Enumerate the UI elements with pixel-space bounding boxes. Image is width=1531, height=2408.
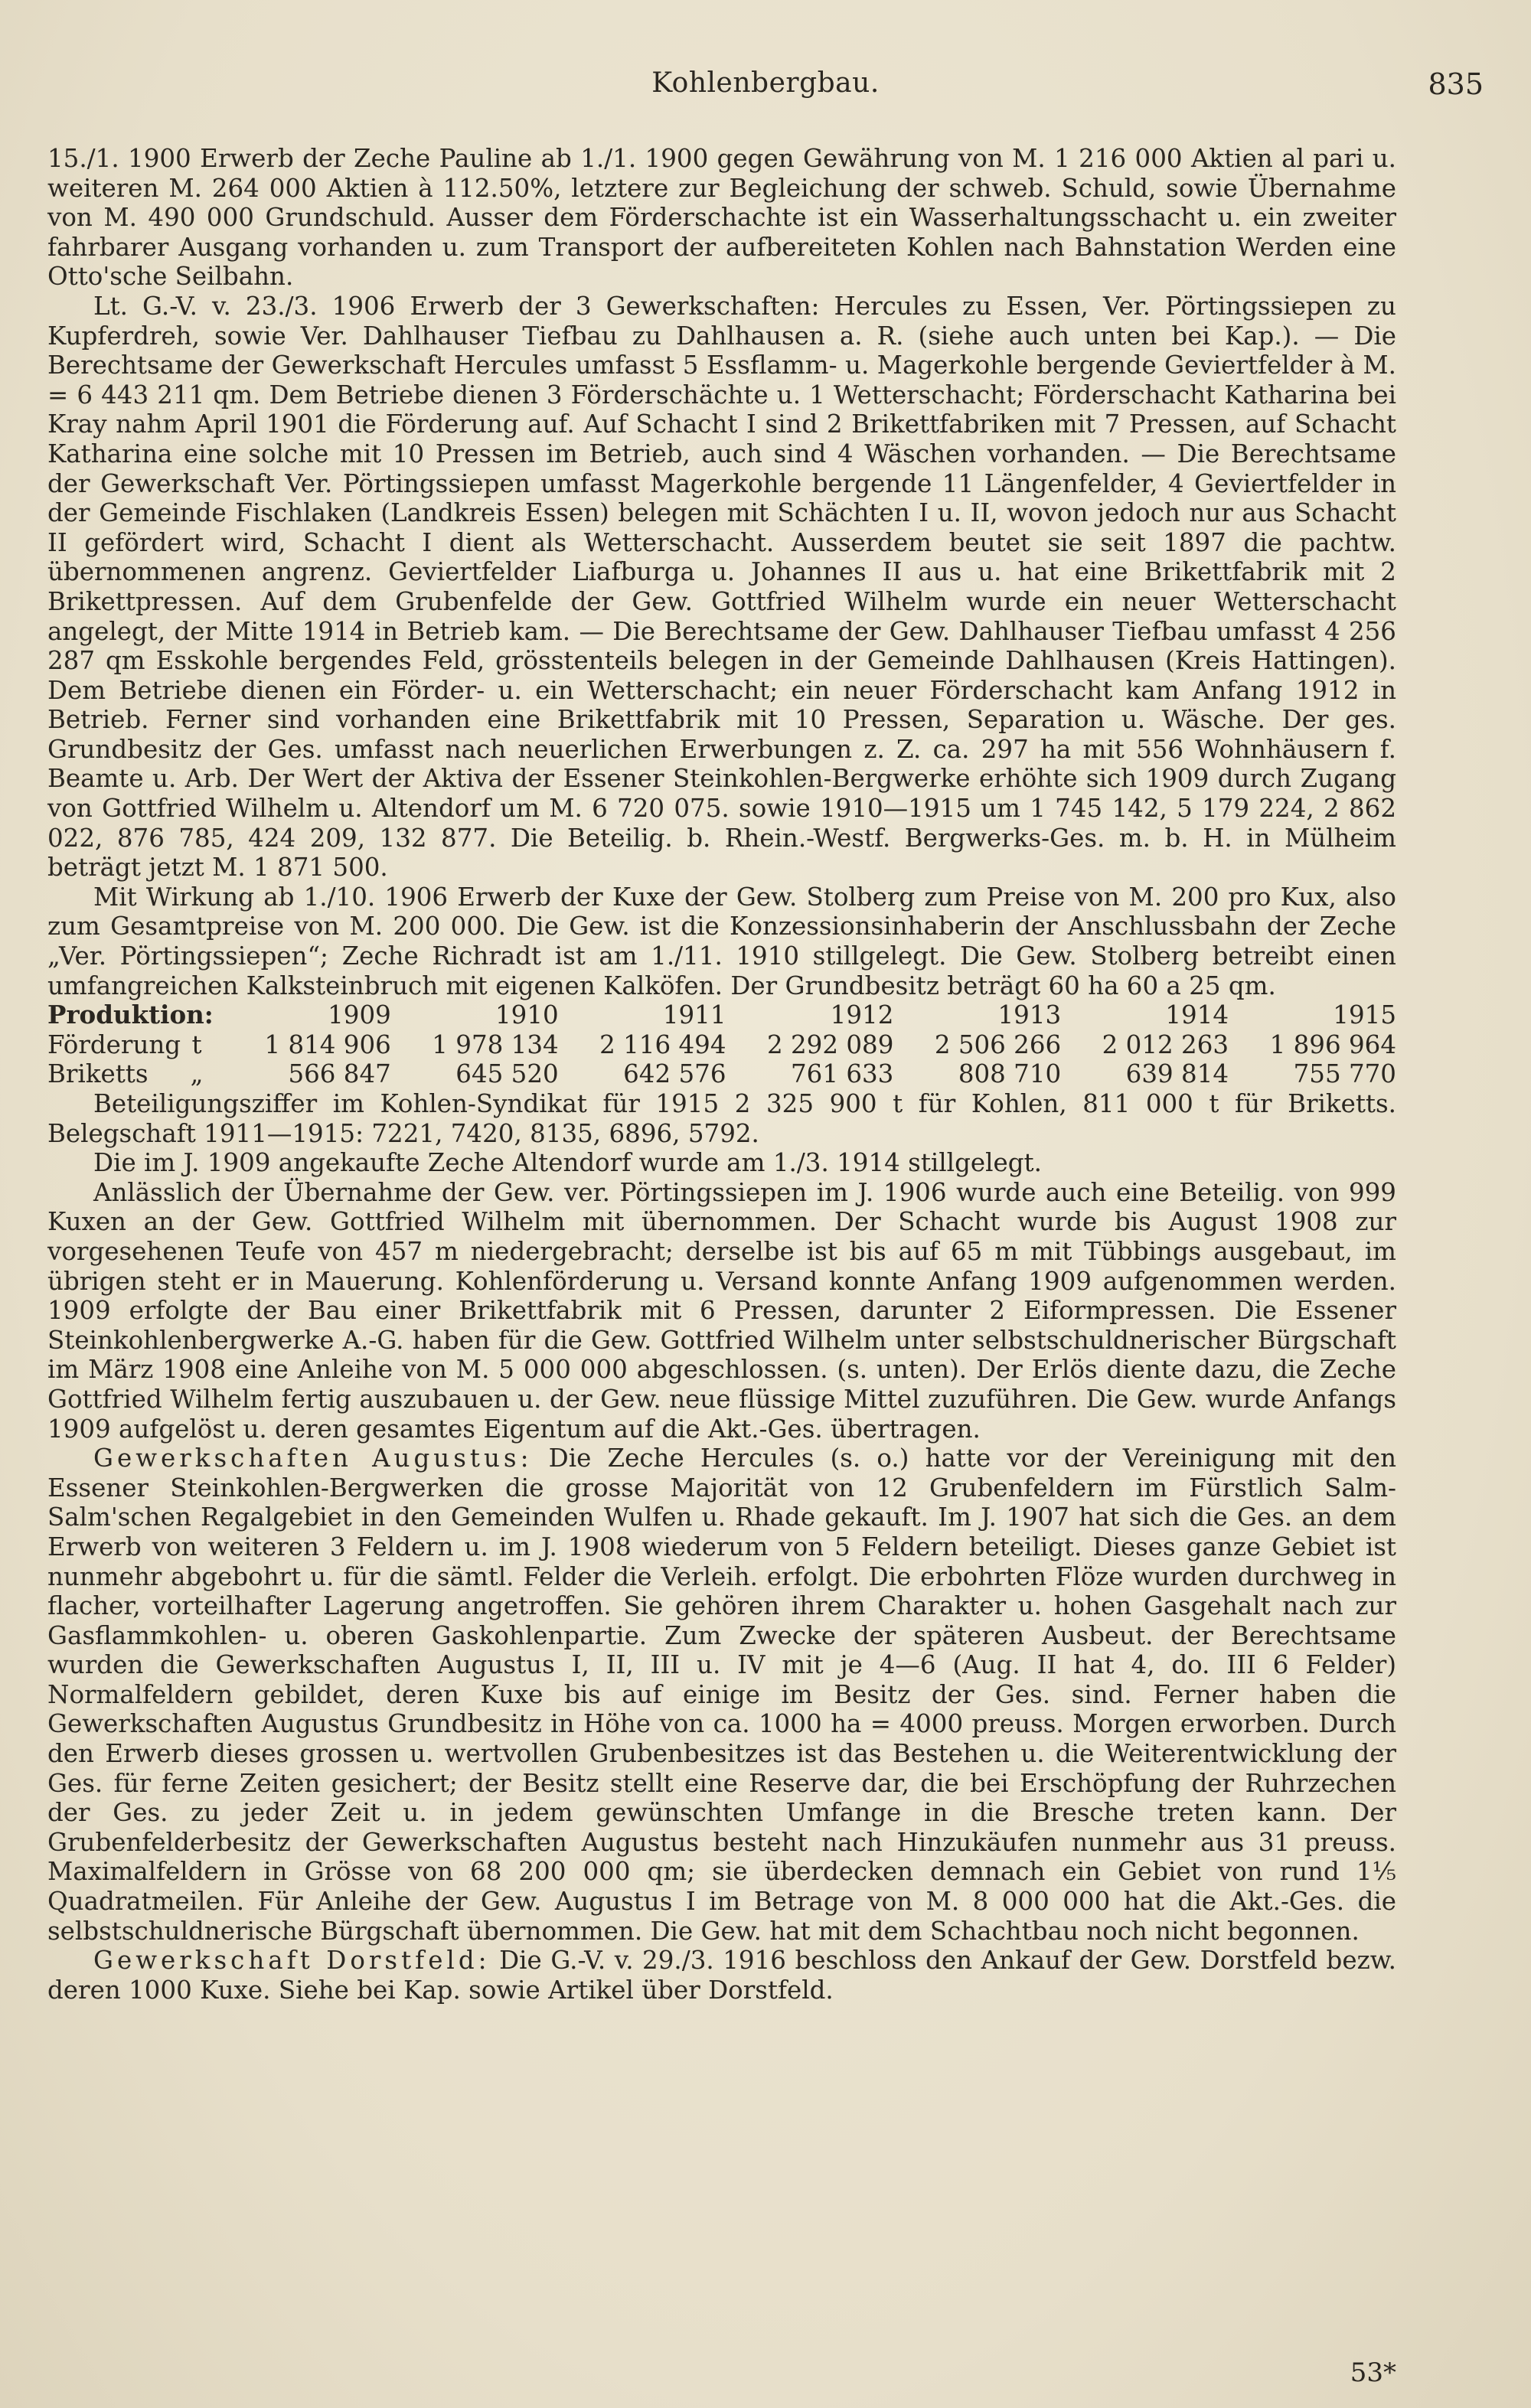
row-label: Förderung — [47, 1029, 181, 1059]
paragraph: Anlässlich der Übernahme der Gew. ver. Pörtingssiepen im J. 1906 wurde auch eine Beteilig. von 999 Kuxen an der Gew. Gottfried Wilhelm mit übernommen. Der Schacht wurde bis August 1908 zur vorgesehenen Teufe von 457 m niedergebracht; derselbe ist bis auf 65 m mit Tübbings ausgebaut, im übrigen steht er in Mauerung. Kohlenförderung u. Versand konnte Anfang 1909 aufgenommen werden. 1909 erfolgte der Bau einer Brikettfabrik mit 6 Pressen, darunter 2 Eiformpressen. Die Essener Steinkohlenbergwerke A.-G. haben für die Gew. Gottfried Wilhelm unter selbstschuldnerischer Bürgschaft im März 1908 eine Anleihe von M. 5 000 000 abgeschlossen. (s. unten). Der Erlös diente dazu, die Zeche Gottfried Wilhelm fertig auszubauen u. der Gew. neue flüssige Mittel zuzuführen. Die Gew. wurde Anfangs 1909 aufgelöst u. deren gesamtes Eigentum auf die Akt.-Ges. übertragen. — [47, 1177, 1396, 1444]
value-cell: 566 847 — [288, 1059, 391, 1089]
year-cell: 1915 — [1333, 1000, 1396, 1030]
paragraph — [47, 1444, 1396, 1946]
paragraph: Die im J. 1909 angekaufte Zeche Altendorf wurde am 1./3. 1914 stillgelegt. — [93, 1148, 1042, 1178]
paragraph: Lt. G.-V. v. 23./3. 1906 Erwerb der 3 Gewerkschaften: Hercules zu Essen, Ver. Pörtingssiepen zu Kupferdreh, sowie Ver. Dahlhauser Tiefbau zu Dahlhausen a. R. (siehe auch unten bei Kap.). — Die Berechtsame der Gewerkschaft Hercules umfasst 5 Essflamm- u. Magerkohle bergende Geviertfelder à M. = 6 443 211 qm. Dem Betriebe dienen 3 Förderschächte u. 1 Wetterschacht; Förderschacht Katharina bei Kray nahm April 1901 die Förderung auf. Auf Schacht I sind 2 Brikettfabriken mit 7 Pressen, auf Schacht Katharina eine solche mit 10 Pressen im Betrieb, auch sind 4 Wäschen vorhanden. — Die Berechtsame der Gewerkschaft Ver. Pörtingssiepen umfasst Magerkohle bergende 11 Längenfelder, 4 Geviertfelder in der Gemeinde Fischlaken (Landkreis Essen) belegen mit Schächten I u. II, wovon jedoch nur aus Schacht II gefördert wird, Schacht I dient als Wetterschacht. Ausserdem beutet sie seit 1897 die pachtw. übernommenen angrenz. Geviertfelder Liafburga u. Johannes II aus u. hat eine Brikettfabrik mit 2 Brikettpressen. Auf dem Grubenfelde der Gew. Gottfried Wilhelm wurde ein neuer Wetterschacht angelegt, der Mitte 1914 in Betrieb kam. — Die Berechtsame der Gew. Dahlhauser Tiefbau umfasst 4 256 287 qm Esskohle bergendes Feld, grösstenteils belegen in der Gemeinde Dahlhausen (Kreis Hattingen). Dem Betriebe dienen ein Förder- u. ein Wetterschacht; ein neuer Förderschacht kam Anfang 1912 in Betrieb. Ferner sind vorhanden eine Brikettfabrik mit 10 Pressen, Separation u. Wäsche. Der ges. Grundbesitz der Ges. umfasst nach neuerlichen Erwerbungen z. Z. ca. 297 ha mit 556 Wohnhäusern f. Beamte u. Arb. Der Wert der Aktiva der Essener Steinkohlen-Bergwerke erhöhte sich 1909 durch Zugang von Gottfried Wilhelm u. Altendorf um M. 6 720 075. sowie 1910—1915 um 1 745 142, 5 179 224, 2 862 022, 876 785, 424 209, 132 877. Die Beteilig. b. Rhein.-Westf. Bergwerks-Ges. m. b. H. in Mülheim beträgt jetzt M. 1 871 500. — [47, 291, 1396, 883]
signature-mark: 53* — [1350, 2357, 1396, 2388]
paragraph-text: Die G.-V. v. 29./3. 1916 beschloss den Ankauf der Gew. Dorstfeld bezw. deren 1000 Kuxe. Siehe bei Kap. sowie Artikel über Dorstfeld. — [47, 1946, 1396, 2005]
value-cell: 1 978 134 — [432, 1029, 559, 1059]
value-cell: 808 710 — [958, 1059, 1062, 1089]
year-cell: 1914 — [1165, 1000, 1229, 1030]
value-cell: 2 506 266 — [934, 1029, 1062, 1059]
row-unit: t — [191, 1029, 202, 1059]
value-cell: 2 292 089 — [766, 1029, 894, 1059]
paragraph: Mit Wirkung ab 1./10. 1906 Erwerb der Kuxe der Gew. Stolberg zum Preise von M. 200 pro Kux, also zum Gesamtpreise von M. 200 000. Die Gew. ist die Konzessionsinhaberin der Anschlussbahn der Zeche „Ver. Pörtingssiepen“; Zeche Richradt ist am 1./11. 1910 stillgelegt. Die Gew. Stolberg betreibt einen umfangreichen Kalksteinbruch mit eigenen Kalköfen. Der Grundbesitz beträgt 60 ha 60 a 25 qm. — [47, 882, 1396, 1000]
paragraph — [47, 1946, 1396, 2005]
row-unit: „ — [190, 1059, 204, 1089]
value-cell: 761 633 — [790, 1059, 894, 1089]
table-row — [47, 1059, 1396, 1089]
value-cell: 1 814 906 — [264, 1029, 391, 1059]
year-cell: 1913 — [997, 1000, 1062, 1030]
value-cell: 642 576 — [623, 1059, 726, 1089]
year-cell: 1910 — [495, 1000, 559, 1030]
production-table — [47, 1000, 1396, 1089]
value-cell: 2 116 494 — [599, 1029, 726, 1059]
paragraph: 15./1. 1900 Erwerb der Zeche Pauline ab 1./1. 1900 gegen Gewährung von M. 1 216 000 Aktien al pari u. weiteren M. 264 000 Aktien à 112.50%, letztere zur Begleichung der schweb. Schuld, sowie Übernahme von M. 490 000 Grundschuld. Ausser dem Förderschachte ist ein Wasserhaltungsschacht u. ein zweiter fahrbarer Ausgang vorhanden u. zum Transport der aufbereiteten Kohlen nach Bahnstation Werden eine Otto'sche Seilbahn. — [47, 144, 1396, 292]
value-cell: 1 896 964 — [1269, 1029, 1396, 1059]
paragraph: Beteiligungsziffer im Kohlen-Syndikat für 1915 2 325 900 t für Kohlen, 811 000 t für Briketts. Belegschaft 1911—1915: 7221, 7420, 8135, 6896, 5792. — [47, 1089, 1396, 1148]
table-row — [47, 1030, 1396, 1060]
page-number: 835 — [1428, 67, 1484, 101]
paragraph-text: Die Zeche Hercules (s. o.) hatte vor der Vereinigung mit den Essener Steinkohlen-Bergwerken die grosse Majorität von 12 Grubenfeldern im Fürstlich Salm-Salm'schen Regalgebiet in den Gemeinden Wulfen u. Rhade gekauft. Im J. 1907 hat sich die Ges. an dem Erwerb von weiteren 3 Feldern u. im J. 1908 wiederum von 5 Feldern beteiligt. Dieses ganze Gebiet ist nunmehr abgebohrt u. für die sämtl. Felder die Verleih. erfolgt. Die erbohrten Flöze wurden durchweg in flacher, vorteilhafter Lagerung angetroffen. Sie gehören ihrem Charakter u. hohen Gasgehalt nach zur Gasflammkohlen- u. oberen Gaskohlenpartie. Zum Zwecke der späteren Ausbeut. der Berechtsame wurden die Gewerkschaften Augustus I, II, III u. IV mit je 4—6 (Aug. II hat 4, do. III 6 Felder) Normalfeldern gebildet, deren Kuxe bis auf einige im Besitz der Ges. sind. Ferner haben die Gewerkschaften Augustus Grundbesitz in Höhe von ca. 1000 ha = 4000 preuss. Morgen erworben. Durch den Erwerb dieses grossen u. wertvollen Grubenbesitzes ist das Bestehen u. die Weiterentwicklung der Ges. für ferne Zeiten gesichert; der Besitz stellt eine Reserve dar, die bei Erschöpfung der Ruhrzechen der Ges. zu jeder Zeit u. in jedem gewünschten Umfange in die Bresche treten kann. Der Grubenfelderbesitz der Gewerkschaften Augustus besteht nach Hinzukäufen nunmehr aus 31 preuss. Maximalfeldern in Grösse von 68 200 000 qm; sie überdecken demnach ein Gebiet von rund 1⅕ Quadratmeilen. Für Anleihe der Gew. Augustus I im Betrage von M. 8 000 000 hat die Akt.-Ges. die selbstschuldnerische Bürgschaft übernommen. Die Gew. hat mit dem Schachtbau noch nicht begonnen. — [47, 1444, 1396, 1946]
production-label: Produktion: — [47, 1000, 214, 1030]
row-label: Briketts — [47, 1059, 149, 1089]
body-text — [47, 144, 1396, 2005]
value-cell: 645 520 — [455, 1059, 559, 1089]
section-lead: Gewerkschaft Dorstfeld: — [93, 1946, 491, 1976]
year-cell: 1909 — [328, 1000, 391, 1030]
value-cell: 2 012 263 — [1102, 1029, 1229, 1059]
value-cell: 755 770 — [1293, 1059, 1396, 1089]
year-cell: 1911 — [662, 1000, 726, 1030]
page-header — [47, 67, 1484, 106]
year-cell: 1912 — [830, 1000, 894, 1030]
production-header-row — [47, 1000, 1396, 1030]
section-lead: Gewerkschaften Augustus: — [93, 1444, 533, 1473]
running-title: Kohlenbergbau. — [651, 67, 880, 99]
value-cell: 639 814 — [1125, 1059, 1229, 1089]
